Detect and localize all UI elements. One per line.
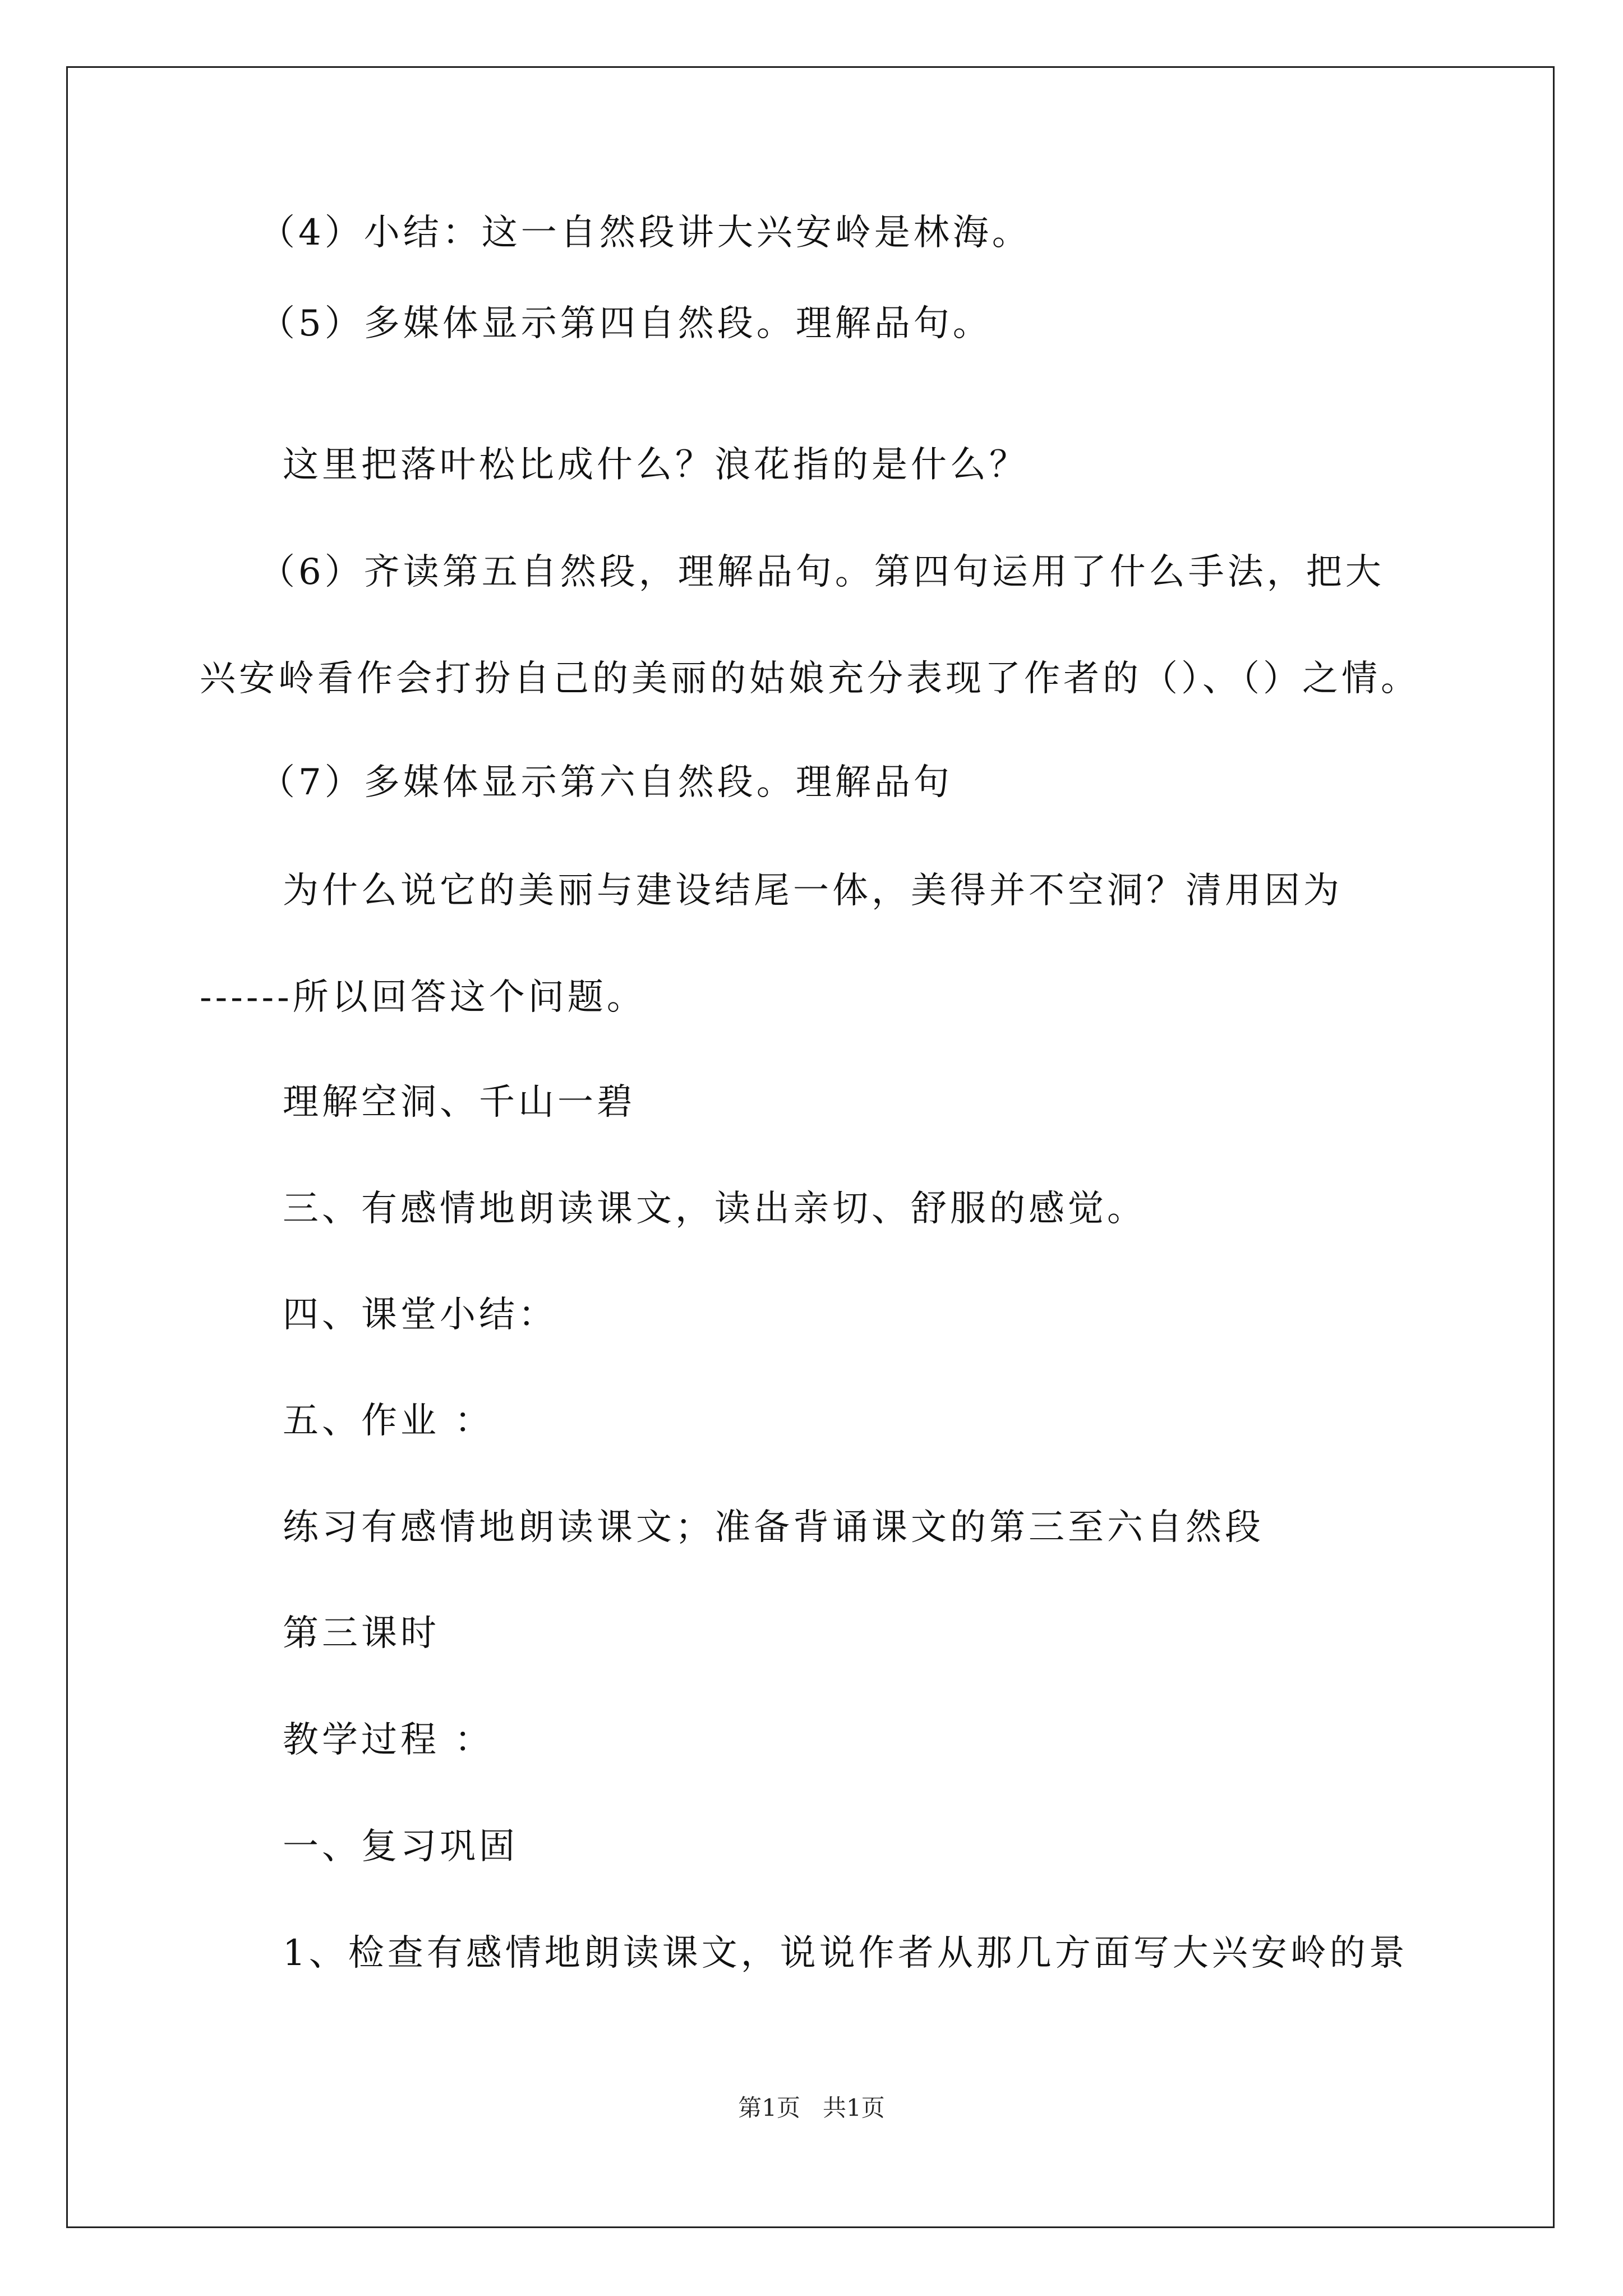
paragraph-line: 一、复习巩固	[283, 1826, 518, 1867]
paragraph-line: （5）多媒体显示第四自然段。理解品句。	[259, 303, 992, 344]
paragraph-line: （7）多媒体显示第六自然段。理解品句	[259, 762, 953, 803]
paragraph-line: 为什么说它的美丽与建设结尾一体，美得并不空洞？清用因为	[283, 870, 1343, 912]
paragraph-line: 四、课堂小结：	[283, 1294, 557, 1336]
paragraph-line: 五、作业 ：	[283, 1400, 494, 1442]
page-number-footer: 第1页 共1页	[738, 2094, 885, 2122]
paragraph-line: 1、检查有感情地朗读课文，说说作者从那几方面写大兴安岭的景	[283, 1932, 1408, 1974]
paragraph-line: ------所以回答这个问题。	[200, 977, 646, 1018]
paragraph-line: 这里把落叶松比成什么？浪花指的是什么？	[283, 444, 1029, 486]
paragraph-line: 三、有感情地朗读课文，读出亲切、舒服的感觉。	[283, 1188, 1146, 1230]
paragraph-line: 兴安岭看作会打扮自己的美丽的姑娘充分表现了作者的（）、（）之情。	[200, 658, 1420, 700]
section-heading: 第三课时	[283, 1613, 440, 1654]
section-heading: 教学过程 ：	[283, 1719, 494, 1761]
paragraph-line: （4）小结：这一自然段讲大兴安岭是林海。	[259, 212, 1031, 254]
paragraph-line: （6）齐读第五自然段，理解品句。第四句运用了什么手法，把大	[259, 551, 1385, 593]
paragraph-line: 理解空洞、千山一碧	[283, 1082, 636, 1123]
paragraph-line: 练习有感情地朗读课文；准备背诵课文的第三至六自然段	[283, 1507, 1264, 1548]
